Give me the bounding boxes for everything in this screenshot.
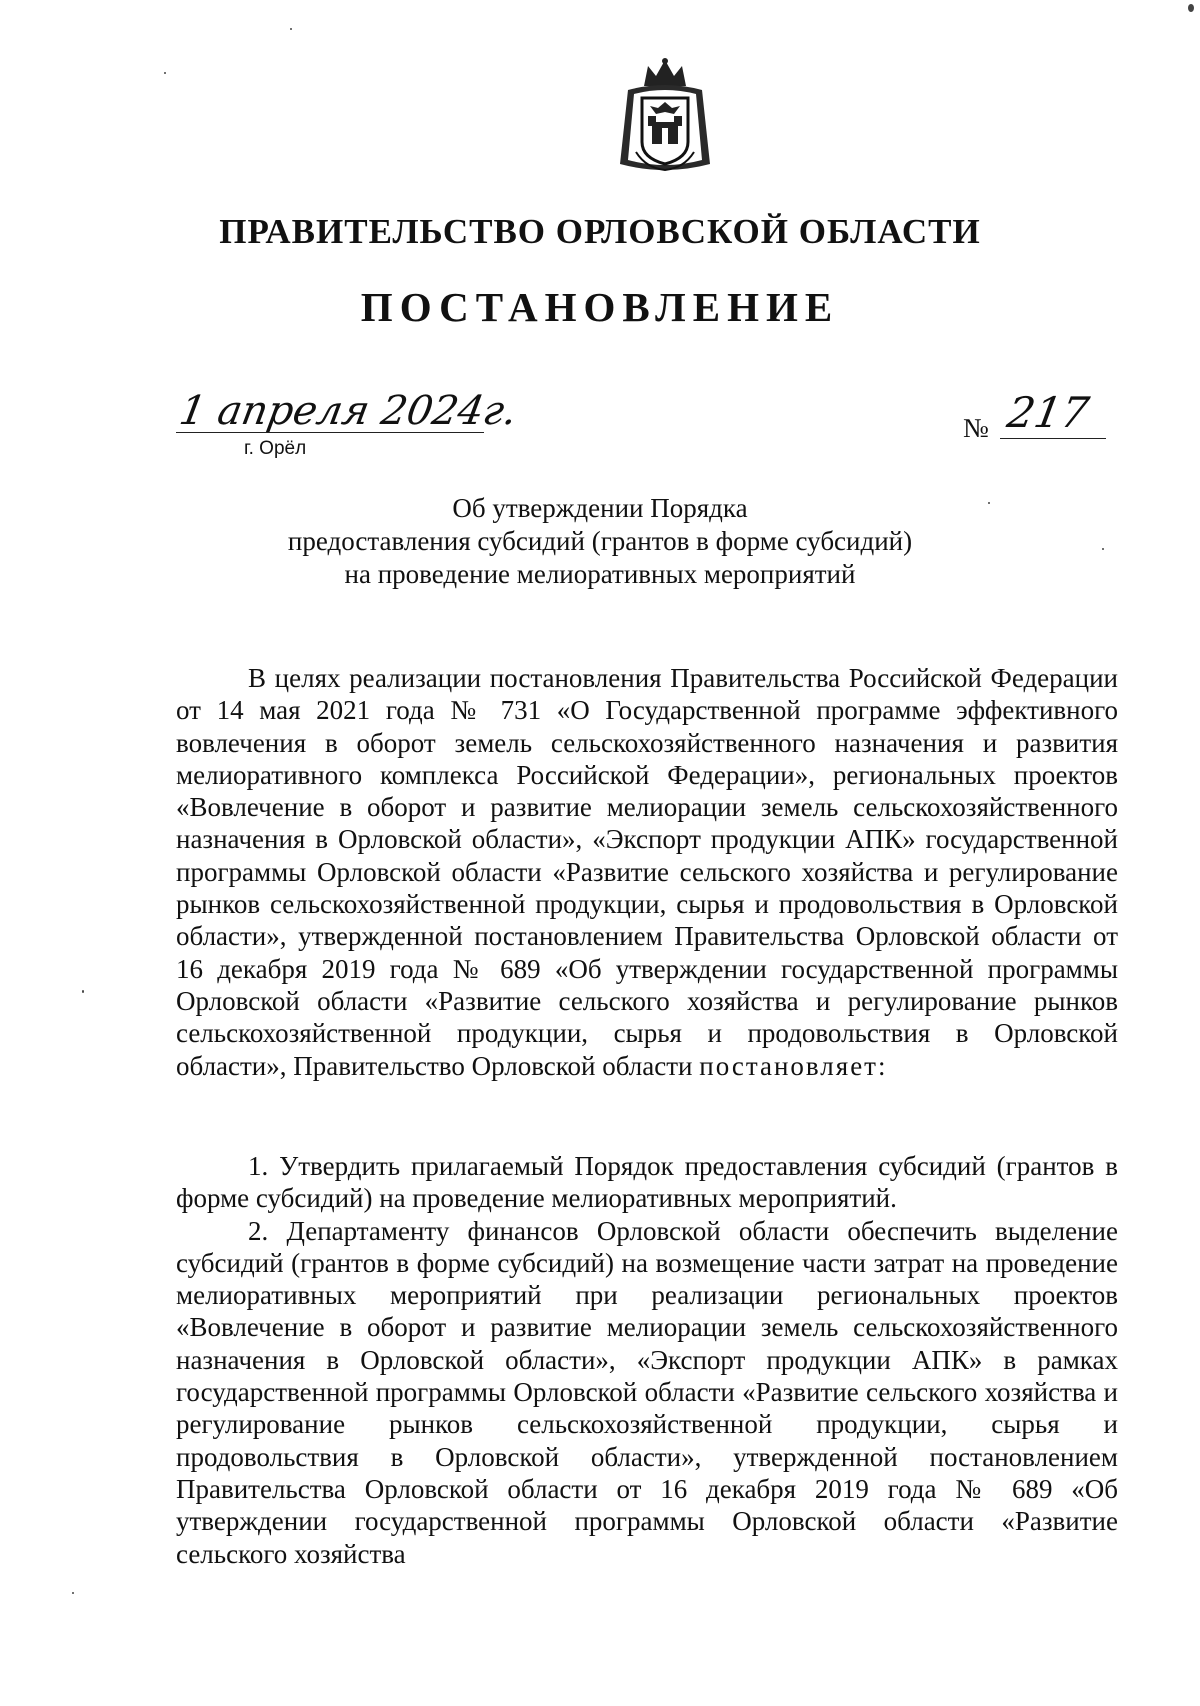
scan-speck xyxy=(164,72,166,74)
scan-speck xyxy=(1188,4,1194,12)
date-underline xyxy=(176,432,484,433)
handwritten-date: 1 апреля 2024г. xyxy=(175,388,521,434)
number-label: № xyxy=(963,413,989,443)
resolution-verb: постановляет: xyxy=(699,1050,888,1081)
handwritten-number: 217 xyxy=(1003,388,1093,437)
resolution-items xyxy=(176,1150,1118,1570)
scan-speck xyxy=(290,28,292,30)
subject-line-3: на проведение мелиоративных мероприятий xyxy=(344,559,856,589)
resolution-item-1: 1. Утвердить прилагаемый Порядок предоставления субсидий (грантов в форме субсидий) на проведение мелиоративных мероприятий. xyxy=(176,1151,1118,1214)
scan-speck xyxy=(82,990,84,993)
coat-of-arms-icon xyxy=(614,56,716,180)
government-title: ПРАВИТЕЛЬСТВО ОРЛОВСКОЙ ОБЛАСТИ xyxy=(219,212,981,251)
preamble xyxy=(176,662,1118,1082)
document-subject xyxy=(0,492,1200,591)
number-underline xyxy=(1000,438,1106,439)
preamble-paragraph xyxy=(176,662,1118,1082)
subject-line-2: предоставления субсидий (грантов в форме субсидий) xyxy=(287,526,913,556)
subject-line-1: Об утверждении Порядка xyxy=(452,493,748,523)
preamble-text: В целях реализации постановления Правительства Российской Федерации от 14 мая 2021 года № 731 «О Государственной программе эффективного вовлечения в оборот земель сельскохозяйственного назначения и развития мелиоративного комплекса Российской Федерации», региональных проектов «Вовлечение в оборот и развитие мелиорации земель сельскохозяйственного назначения в Орловской области», «Экспорт продукции АПК» государственной программы Орловской области «Развитие сельского хозяйства и регулирование рынков сельскохозяйственной продукции, сырья и продовольствия в Орловской области», утвержденной постановлением Правительства Орловской области от 16 декабря 2019 года № 689 «Об утверждении государственной программы Орловской области «Развитие сельского хозяйства и регулирование рынков сельскохозяйственной продукции, сырья и продовольствия в Орловской области», Правительство Орловской области xyxy=(176,663,1118,1081)
city-label: г. Орёл xyxy=(244,438,307,459)
scan-speck xyxy=(1102,548,1104,550)
document-type-title: ПОСТАНОВЛЕНИЕ xyxy=(360,284,840,330)
scan-speck xyxy=(988,502,990,504)
scan-speck xyxy=(72,1592,74,1594)
resolution-item-2: 2. Департаменту финансов Орловской области обеспечить выделение субсидий (грантов в форме субсидий) на возмещение части затрат на проведение мелиоративных мероприятий при реализации региональных проектов «Вовлечение в оборот и развитие мелиорации земель сельскохозяйственного назначения в Орловской области», «Экспорт продукции АПК» в рамках государственной программы Орловской области «Развитие сельского хозяйства и регулирование рынков сельскохозяйственной продукции, сырья и продовольствия в Орловской области», утвержденной постановлением Правительства Орловской области от 16 декабря 2019 года № 689 «Об утверждении государственной программы Орловской области «Развитие сельского хозяйства xyxy=(176,1215,1118,1569)
